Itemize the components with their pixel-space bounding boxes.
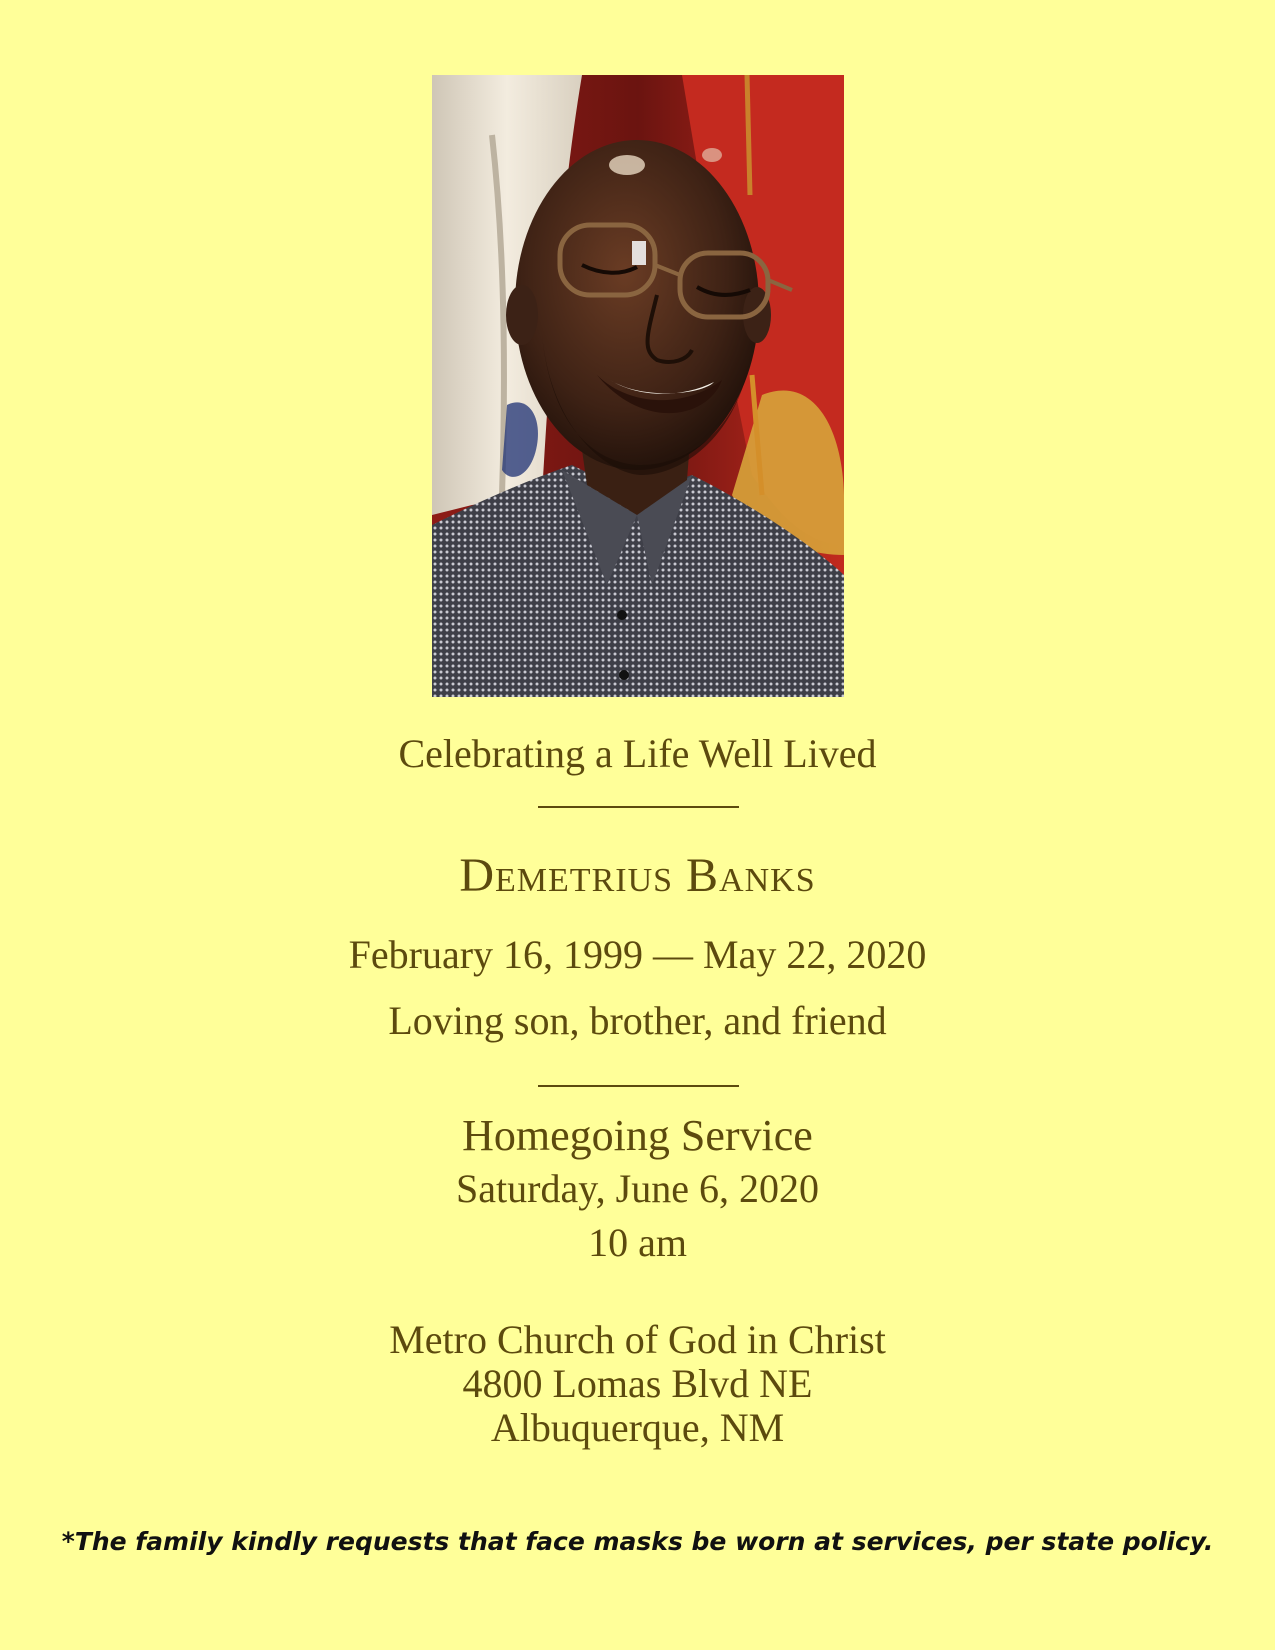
venue-address: 4800 Lomas Blvd NE	[462, 1361, 813, 1406]
mask-notice: *The family kindly requests that face masks be worn at services, per state policy.	[61, 1527, 1214, 1556]
service-title: Homegoing Service	[462, 1111, 813, 1160]
service-date: Saturday, June 6, 2020	[456, 1166, 819, 1211]
divider-rule	[538, 1085, 739, 1087]
life-dates: February 16, 1999 — May 22, 2020	[348, 932, 927, 977]
venue-name: Metro Church of God in Christ	[389, 1317, 886, 1362]
venue-city: Albuquerque, NM	[490, 1405, 785, 1450]
service-time: 10 am	[588, 1220, 687, 1265]
tagline: Celebrating a Life Well Lived	[398, 731, 877, 776]
deceased-name: Demetrius Banks	[459, 849, 816, 902]
portrait-photo	[432, 75, 844, 697]
description: Loving son, brother, and friend	[388, 998, 887, 1043]
divider-rule	[538, 806, 739, 808]
